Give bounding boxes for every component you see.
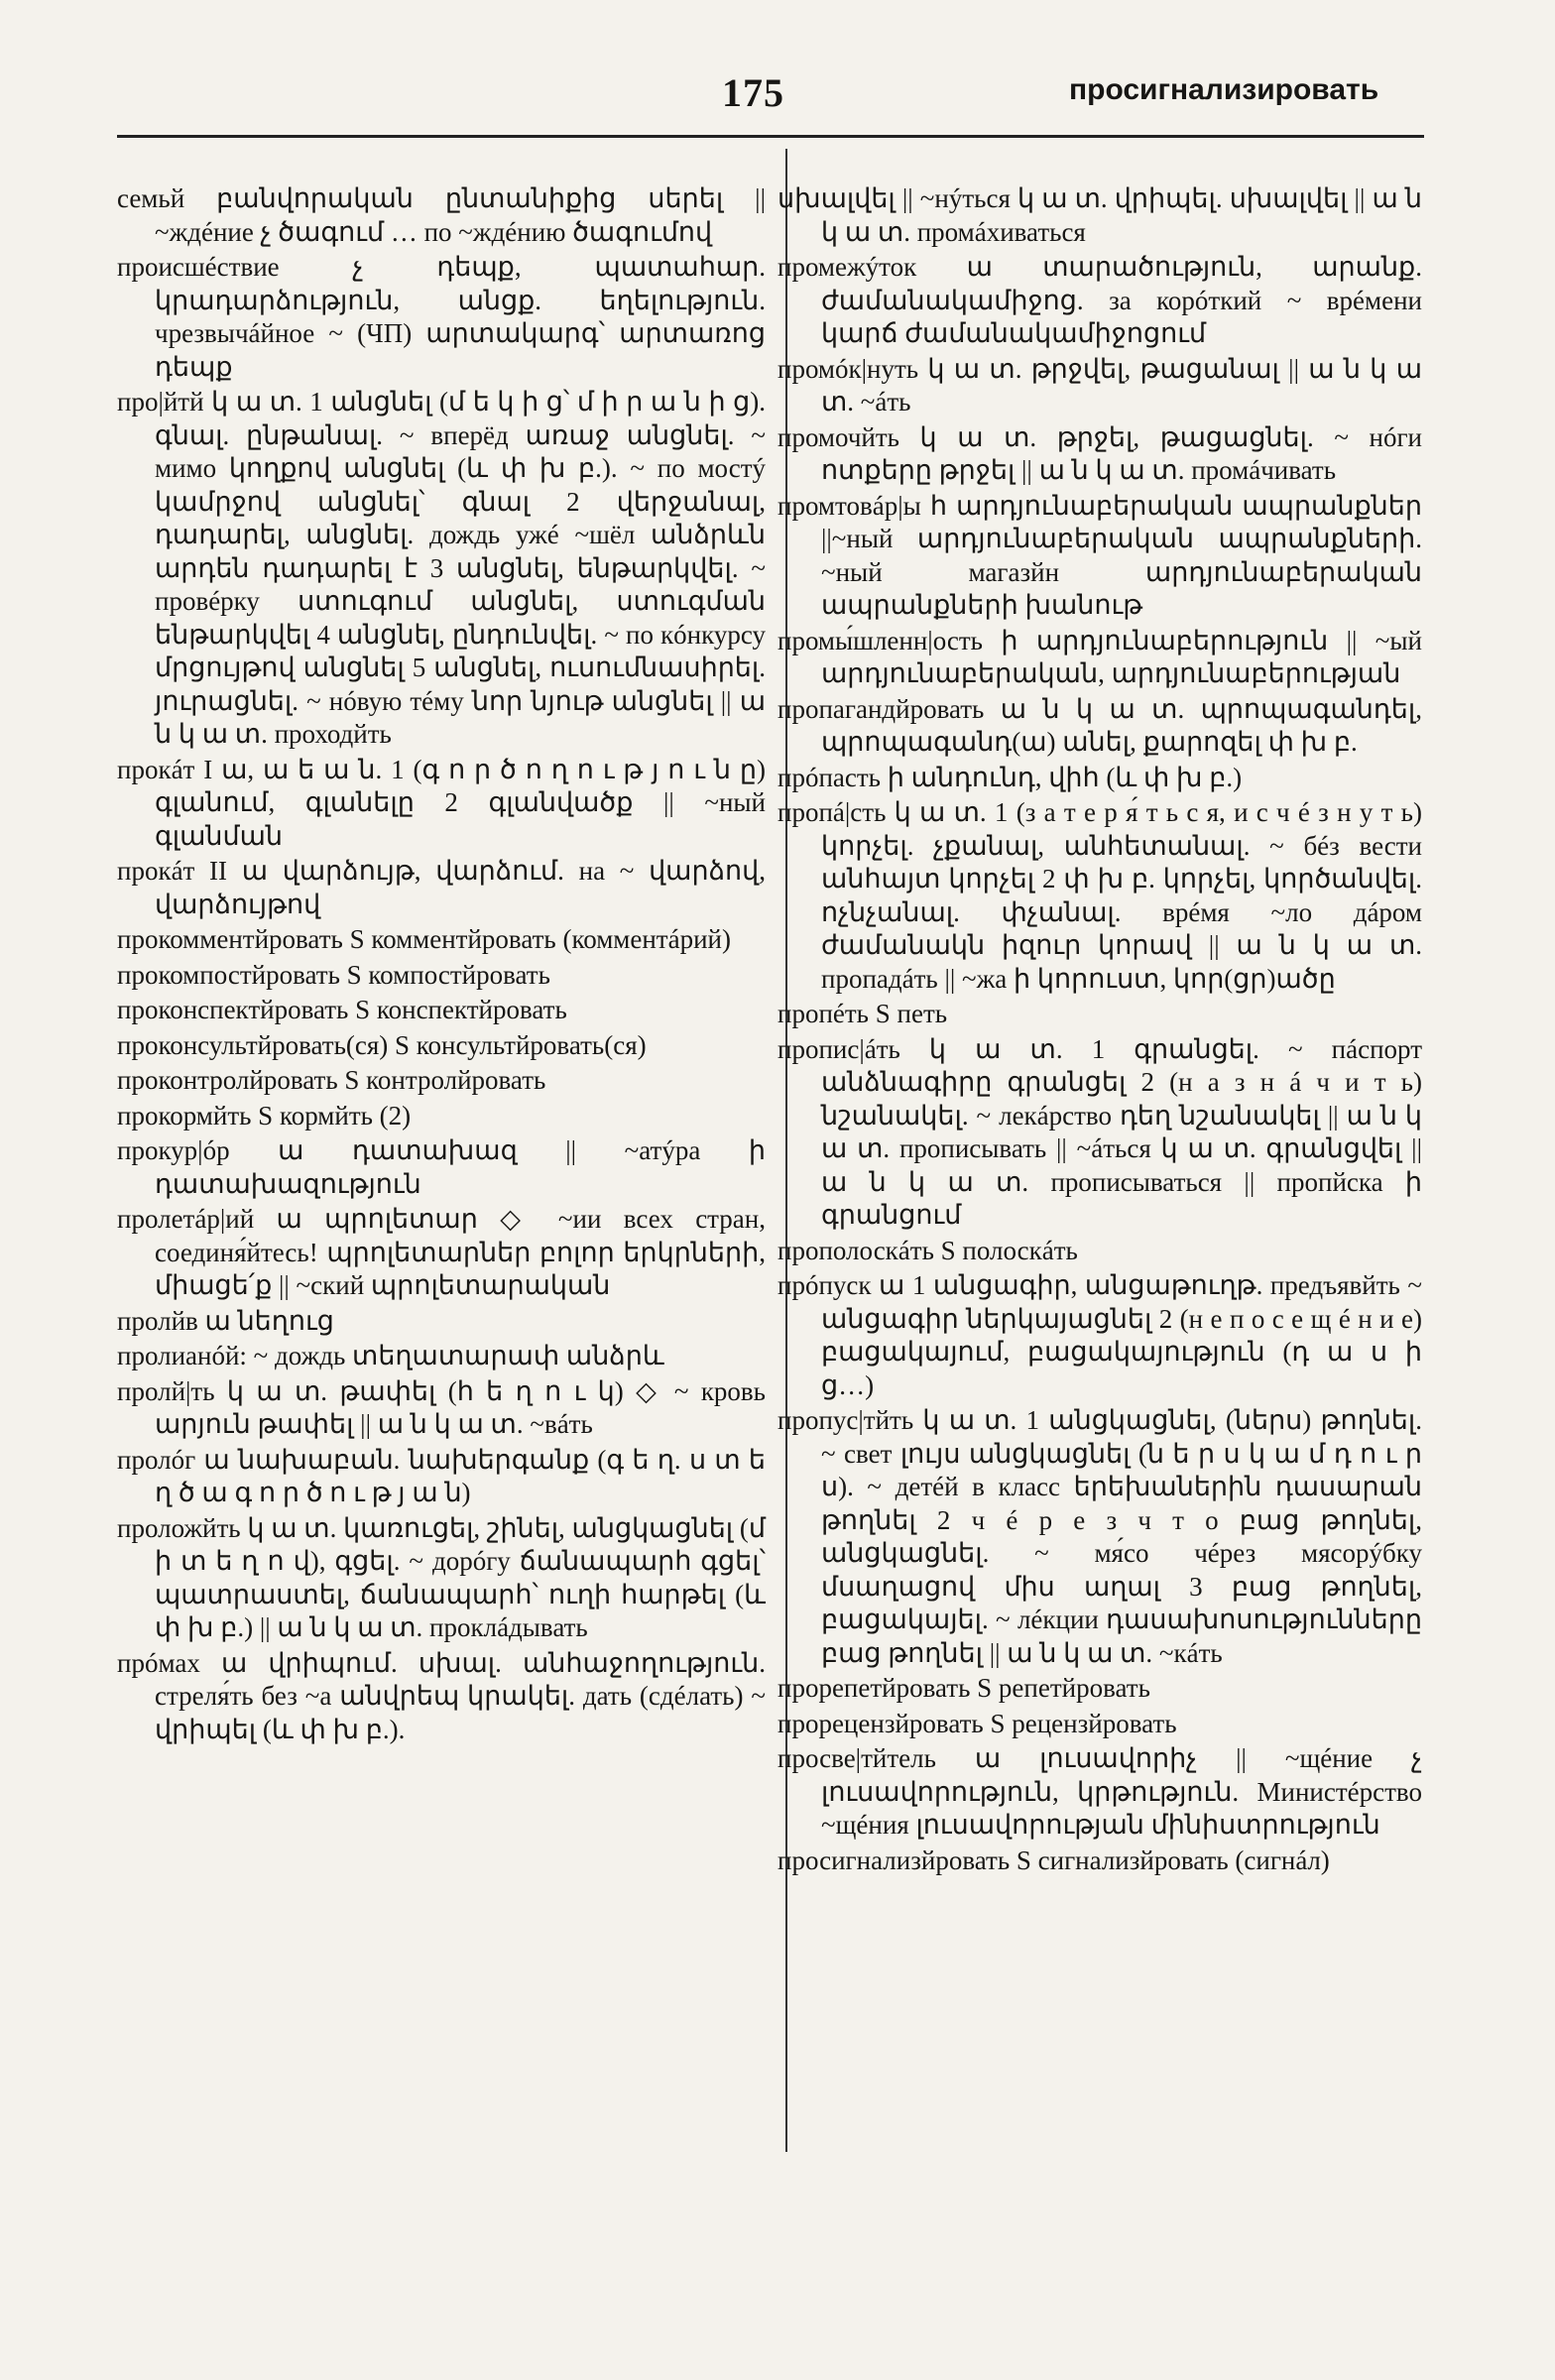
- dictionary-entry: прокомпостйровать S компостйровать: [117, 959, 550, 990]
- dictionary-entry: пропéть S петь: [778, 999, 948, 1028]
- dictionary-entry: пролй|ть կ ա տ. թափել (հ ե ղ ո ւ կ) ◇ ~ кровь արյուն թափել || ա ն կ ա տ. ~вáть: [117, 1375, 766, 1439]
- dictionary-entry: проконспектйровать S конспектйровать: [117, 995, 567, 1024]
- dictionary-entry: пропис|áть կ ա տ. 1 գրանցել. ~ пáспорт անձնագիրը գրանցել 2 (н а з н á ч и т ь) նշանակել. ~ лекáрство դեղ նշանակել || ա ն կ ա տ. прописывать || ~áться կ ա տ. գրանցվել || ա ն կ ա տ. прописываться || пропйска ի գրանցում: [778, 1033, 1422, 1230]
- dictionary-entry: про|йтй կ ա տ. 1 անցնել (մ ե կ ի ց՝ մ ի ր ա ն ի ց). գնալ. ընթանալ. ~ вперёд առաջ անցնել. ~ мимо կողքով անցնել (և փ խ բ.). ~ по мостý կամրջով անցնել՝ գնալ 2 վերջանալ, դադարել, անցնել. дождь ужé ~шёл անձրևն արդեն դադարել է 3 անցնել, ենթարկվել. ~ провéрку ստուգում անցնել, ստուգման ենթարկվել 4 անցնել, ընդունվել. ~ по кóнкурсу մրցույթով անցնել 5 անցնել, ուսումնասիրել. յուրացնել. ~ нóвую тéму նոր նյութ անցնել || ա ն կ ա տ. проходйть: [117, 387, 767, 749]
- dictionary-entry: прорецензйровать S рецензйровать: [778, 1708, 1177, 1738]
- dictionary-entry: просве|тйтель ա լուսավորիչ || ~щéние չ լուսավորություն, կրթություն. Министéрство ~щéния լուսավորության մինիստրություն: [778, 1743, 1422, 1840]
- dictionary-entry: промтовáр|ы հ արդյունաբերական ապրանքներ ||~ный արդյունաբերական ապրանքների. ~ный магазйн արդյունաբերական ապրանքների խանութ: [778, 490, 1422, 620]
- dictionary-entry: пропус|тйть կ ա տ. 1 անցկացնել, (ներս) թողնել. ~ свет լույս անցկացնել (ն ե ր ս կ ա մ դ ո ւ ր ս). ~ детéй в класс երեխաներին դասարան թողնել 2 ч é р е з ч т о բաց թողնել, անցկացնել. ~ мя́со чéрез мясорýбку մսաղացով միս աղալ 3 բաց թողնել, բացակայել. ~ лéкции դասախոսությունները բաց թողնել || ա ն կ ա տ. ~кáть: [778, 1405, 1422, 1668]
- dictionary-entry: семьй բանվորական ընտանիքից սերել || ~ждéние չ ծագում … по ~ждéнию ծագումով: [117, 183, 766, 247]
- dictionary-entry: происшéствие չ դեպք, պատահար. կրադարձություն, անցք. եղելություն. чрезвычáйное ~ (ЧП) արտակարգ՝ արտառոց դեպք: [117, 252, 766, 382]
- dictionary-entry: промежýток ա տարածություն, արանք. ժամանակամիջոց. за корóткий ~ врéмени կարճ ժամանակամիջոցում: [778, 252, 1422, 348]
- dictionary-entry: пролйв ա նեղուց: [117, 1305, 334, 1336]
- running-head: просигнализировать: [1069, 73, 1379, 106]
- dictionary-entry: прóпасть ի անդունդ, վիհ (և փ խ բ.): [778, 762, 1243, 792]
- dictionary-entry: пролианóй: ~ дождь տեղատարափ անձրև: [117, 1341, 664, 1370]
- dictionary-entry: прокур|óр ա դատախազ || ~атýра ի դատախազություն: [117, 1135, 766, 1199]
- dictionary-entry: промóк|нуть կ ա տ. թրջվել, թացանալ || ա ն կ ա տ. ~áть: [778, 353, 1422, 416]
- dictionary-entry: прóпуск ա 1 անցագիր, անցաթուղթ. предъявйть ~ անցագիր ներկայացնել 2 (н е п о с е щ é н и е) բացակայում, բացակայություն (դ ա ս ի ց…): [778, 1270, 1422, 1400]
- left-column: [117, 182, 766, 1748]
- dictionary-entry: прорепетйровать S репетйровать: [778, 1673, 1150, 1703]
- dictionary-entry: пролóг ա նախաբան. նախերգանք (գ ե ղ. ս տ ե ղ ծ ա գ ո ր ծ ո ւ թ յ ա ն): [117, 1444, 766, 1507]
- dictionary-entry: прокáт I ա, ա ե ա ն. 1 (գ ո ր ծ ո ղ ո ւ թ յ ո ւ ն ը) գլանում, գլանելը 2 գլանվածք || ~ный գլանման: [117, 754, 766, 851]
- dictionary-entry: прокормйть S кормйть (2): [117, 1100, 412, 1130]
- dictionary-entry: проконсультйровать(ся) S консультйровать(ся): [117, 1029, 647, 1060]
- dictionary-entry: промы́шленн|ость ի արդյունաբերություն || ~ый արդյունաբերական, արդյունաբերության: [778, 625, 1422, 688]
- dictionary-entry: промочйть կ ա տ. թրջել, թացացնել. ~ нóги ոտքերը թրջել || ա ն կ ա տ. промáчивать: [778, 421, 1422, 485]
- dictionary-entry: пропá|сть կ ա տ. 1 (з а т е р я́ т ь с я, и с ч é з н у т ь) կորչել. չքանալ, անհետանալ. ~ бéз вести անհայտ կորչել 2 փ խ բ. կորչել, կործանվել. ոչնչանալ. փչանալ. врéмя ~ло дáром ժամանակն իզուր կորավ || ա ն կ ա տ. пропадáть || ~жа ի կորուստ, կոր(ցր)ածը: [778, 797, 1422, 994]
- dictionary-entry: пропагандйровать ա ն կ ա տ. պրոպագանդել, պրոպագանդ(ա) անել, քարոզել փ խ բ.: [778, 693, 1422, 757]
- dictionary-entry: прóмах ա վրիպում. սխալ. անհաջողություն. стреля́ть без ~а անվրեպ կրակել. дать (сдéлать) ~ վրիպել (և փ խ բ.).: [117, 1647, 766, 1744]
- dictionary-entry: проложйть կ ա տ. կառուցել, շինել, անցկացնել (մ ի տ ե ղ ո վ), գցել. ~ дорóгу ճանապարհ գցել՝ պատրաստել, ճանապարհ՝ ուղի հարթել (և փ խ բ.) || ա ն կ ա տ. проклáдывать: [117, 1512, 766, 1642]
- dictionary-entry: просигнализйровать S сигнализйровать (сигнáл): [778, 1844, 1330, 1875]
- dictionary-entry: проконтролйровать S контролйровать: [117, 1065, 546, 1095]
- right-column: [778, 182, 1422, 1879]
- dictionary-entry: прополоскáть S полоскáть: [778, 1235, 1078, 1265]
- dictionary-entry: սխալվել || ~нýться կ ա տ. վրիպել. սխալվել || ա ն կ ա տ. промáхиваться: [778, 183, 1422, 247]
- dictionary-entry: пролетáр|ий ա պրոլետար ◇ ~ии всех стран, соединя́йтесь! պրոլետարներ բոլոր երկրների, միացե՛ք || ~ский պրոլետարական: [117, 1204, 766, 1300]
- dictionary-entry: прокомментйровать S комментйровать (комментáрий): [117, 924, 731, 954]
- dictionary-entry: прокáт II ա վարձույթ, վարձում. на ~ վարձով, վարձույթով: [117, 856, 766, 919]
- page-number: 175: [722, 70, 784, 115]
- header-rule: [117, 135, 1424, 138]
